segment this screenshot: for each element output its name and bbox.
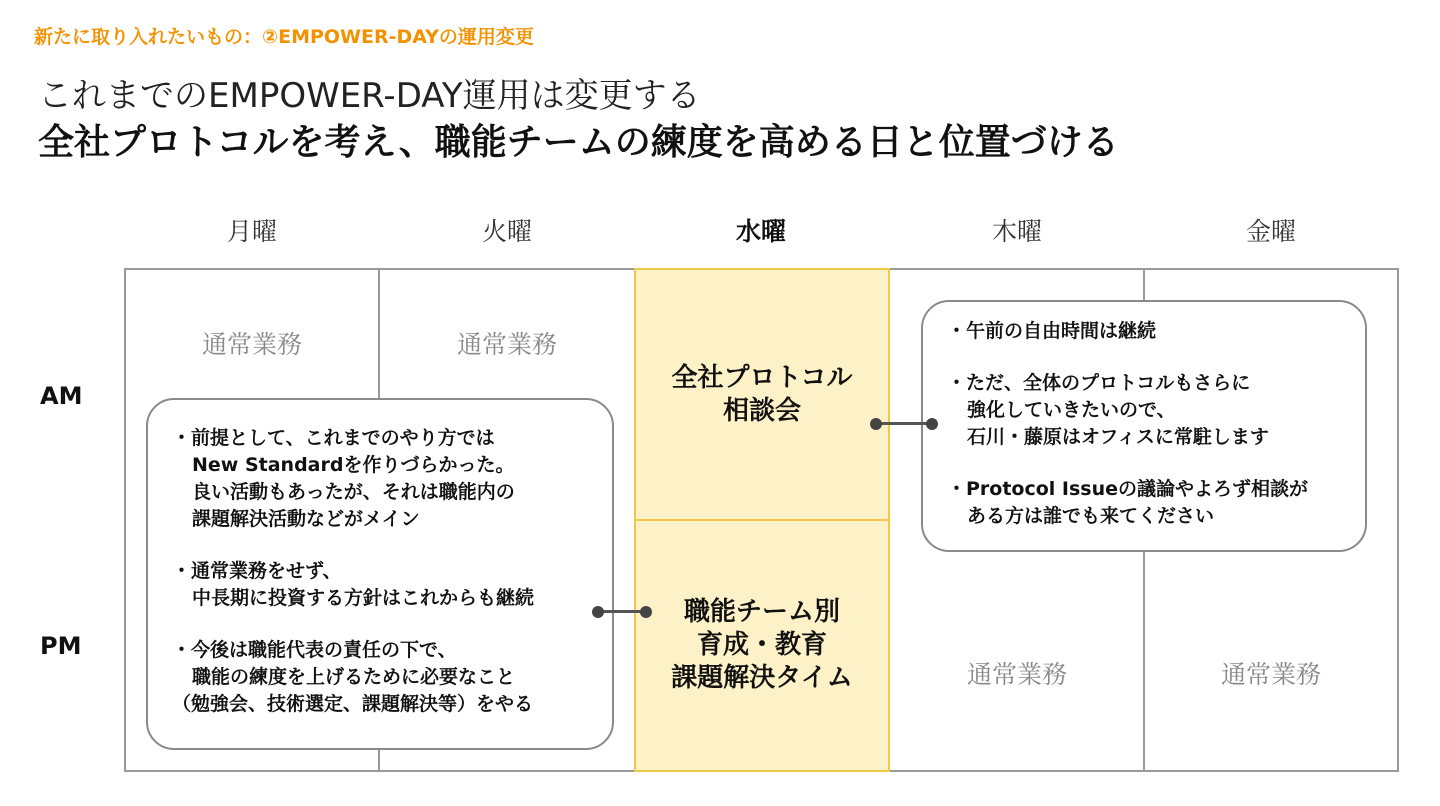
period-label-am: AM [40,382,83,410]
note-line: New Standardを作りづらかった。 [192,454,515,476]
wednesday-am-session [634,362,890,428]
section-eyebrow: 新たに取り入れたいもの：②EMPOWER-DAYの運用変更 [34,26,534,48]
left-note-text [172,425,534,718]
wed-pm-line: 課題解決タイム [671,663,853,693]
cell-thu-pm: 通常業務 [966,660,1067,689]
note-line: （勉強会、技術選定、課題解決等）をやる [172,693,534,715]
connector-dot [640,606,652,618]
wed-am-line: 相談会 [722,396,801,426]
note-line: ・通常業務をせず、 [172,560,342,582]
note-line: 良い活動もあったが、それは職能内の [192,481,515,503]
connector-dot [926,418,938,430]
day-header-thu: 木曜 [991,217,1042,246]
note-line: 中長期に投資する方針はこれからも継続 [192,587,535,609]
period-label-pm: PM [40,632,82,660]
connector-dot [870,418,882,430]
day-header-mon: 月曜 [226,217,277,246]
wednesday-divider [634,519,890,521]
cell-mon-am: 通常業務 [201,330,302,359]
day-header-fri: 金曜 [1245,217,1296,246]
note-line: ある方は誰でも来てください [967,505,1215,527]
right-note-text [947,318,1308,530]
cell-fri-pm: 通常業務 [1220,660,1321,689]
wednesday-pm-session [634,596,890,695]
wed-pm-line: 育成・教育 [696,630,827,660]
note-line: 石川・藤原はオフィスに常駐します [967,426,1269,448]
day-header-tue: 火曜 [481,217,532,246]
note-line: 強化していきたいので、 [967,399,1176,421]
note-line: ・午前の自由時間は継続 [947,320,1157,342]
note-line: ・前提として、これまでのやり方では [172,427,495,449]
page-subtitle: 全社プロトコルを考え、職能チームの練度を高める日と位置づける [38,122,1119,163]
note-line: 職能の練度を上げるために必要なこと [192,666,516,688]
connector-line-right [876,422,932,425]
note-line: ・今後は職能代表の責任の下で、 [172,639,457,661]
wed-am-line: 全社プロトコル [671,363,853,393]
note-line: 課題解決活動などがメイン [192,508,420,530]
page-title: これまでのEMPOWER-DAY運用は変更する [38,76,701,116]
cell-tue-am: 通常業務 [456,330,557,359]
day-header-wed: 水曜 [735,217,786,246]
connector-dot [592,606,604,618]
note-line: ・ただ、全体のプロトコルもさらに [947,372,1251,394]
wed-pm-line: 職能チーム別 [683,597,840,627]
note-line: ・Protocol Issueの議論やよろず相談が [947,478,1309,500]
